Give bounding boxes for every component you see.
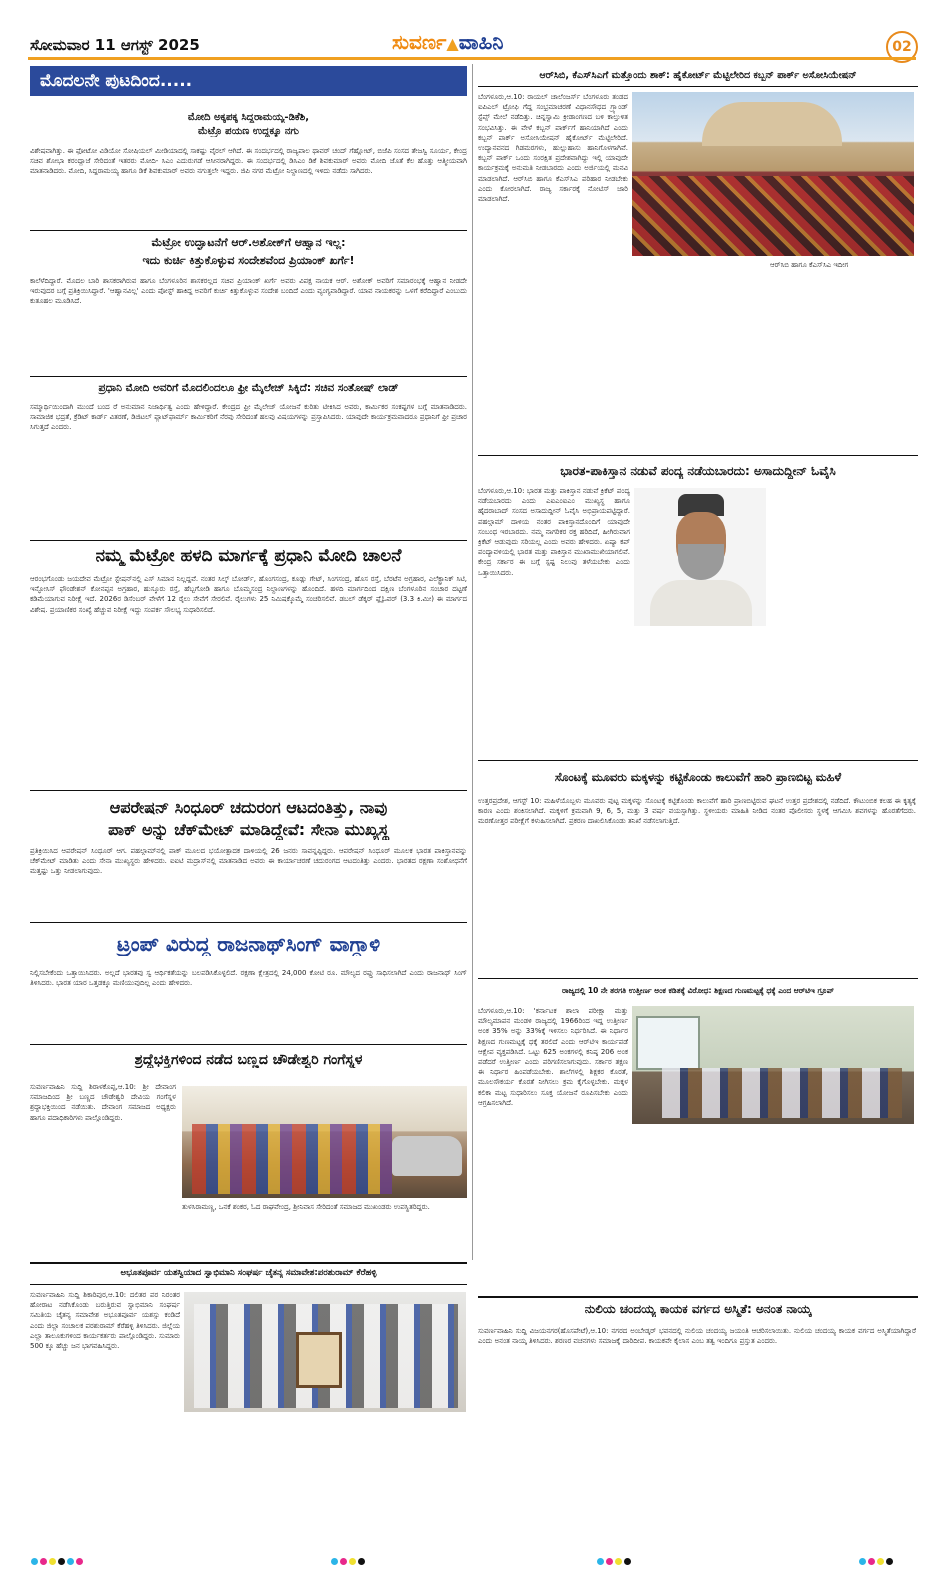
crowd-photo xyxy=(632,92,914,256)
a7-caption: ತುಳಸಿರಾಮಣ್ಣ, ಒನಕೆ ಶಂಕರ, ಓದ ರಾಘವೇಂದ್ರ, ಶ್ರೀನಿವಾಸ ಸೇರಿದಂತೆ ಸಮಾಜದ ಮುಖಂಡರು ಉಪಸ್ಥಿತರಿದ್ದರು. xyxy=(182,1203,430,1211)
b3-body: ಉತ್ತರಪ್ರದೇಶ, ಆಗಸ್ಟ್ 10: ಮಹಿಳೆಯೊಬ್ಬಳು ಮೂವರು ಪುಟ್ಟ ಮಕ್ಕಳನ್ನು ಸೊಂಟಕ್ಕೆ ಕಟ್ಟಿಕೊಂಡು ಕಾಲುವೆಗೆ ಹಾರಿ ಪ್ರಾಣಬಿಟ್ಟಿರುವ ಘಟನೆ ಉತ್ತರ ಪ್ರದೇಶದಲ್ಲಿ ನಡೆದಿದೆ. ಕೌಟುಂಬಿಕ ಕಲಹ ಈ ಕೃತ್ಯಕ್ಕೆ ಕಾರಣ ಎಂದು ಶಂಕಿಸಲಾಗಿದೆ. ಮಕ್ಕಳಿಗೆ ಕ್ರಮವಾಗಿ 9, 6, 5, ಮತ್ತು 3 ವರ್ಷ ವಯಸ್ಸಾಗಿತ್ತು. ಸ್ಥಳೀಯರು ಮಾಹಿತಿ ನೀಡಿದ ನಂತರ ಪೊಲೀಸರು ಸ್ಥಳಕ್ಕೆ ಆಗಮಿಸಿ ಶವಗಳನ್ನು ಹೊರತೆಗೆದರು. ಮರಣೋತ್ತರ ಪರೀಕ್ಷೆಗೆ ಕಳುಹಿಸಲಾಗಿದೆ. ಪ್ರಕರಣ ದಾಖಲಿಸಿಕೊಂಡು ತನಿಖೆ ನಡೆಸಲಾಗುತ್ತಿದೆ. xyxy=(478,797,916,826)
samavesha-photo xyxy=(184,1292,466,1412)
logo-right-text: ವಾಹಿನಿ xyxy=(458,30,504,54)
portrait-frame-shape xyxy=(296,1332,342,1388)
masthead-date: ಸೋಮವಾರ 11 ಆಗಸ್ಟ್ 2025 xyxy=(30,36,200,54)
a2-title-line2: ಇದು ಕುರ್ಚಿ ಕಿತ್ತುಕೊಳ್ಳುವ ಸಂದೇಶವೆಂದ ಪ್ರಿಯಾಂಕ್ ಖರ್ಗೆ! xyxy=(142,254,355,267)
b2-body-continued xyxy=(770,486,916,756)
masthead-logo xyxy=(392,30,503,54)
c2-title: ನುಲಿಯ ಚಂದಯ್ಯ ಕಾಯಕ ವರ್ಗದ ಅಸ್ಮಿತೆ: ಅನಂತ ನಾಯ್ಕ xyxy=(584,1302,812,1316)
a5-title-line2: ಪಾಕ್ ಅನ್ನು ಚೆಕ್‌ಮೇಟ್ ಮಾಡಿದ್ದೇವೆ: ಸೇನಾ ಮುಖ್ಯಸ್ಥ xyxy=(108,820,389,839)
festival-photo xyxy=(182,1086,467,1198)
reg-dot xyxy=(606,1558,613,1565)
divider xyxy=(30,1262,467,1264)
registration-marks-center-right xyxy=(596,1550,632,1569)
reg-dot xyxy=(58,1558,65,1565)
c2-body: ಸುವರ್ಣವಾಹಿನಿ ಸುದ್ದಿ ವಿಜಯನಗರ(ಹೊಸಪೇಟೆ),ಆ.10: ನಗರದ ಅಂಬೇಡ್ಕರ್ ಭವನದಲ್ಲಿ ನುಲಿಯ ಚಂದಯ್ಯ ಜಯಂತಿ ಆಚರಿಸಲಾಯಿತು. ನುಲಿಯ ಚಂದಯ್ಯ ಕಾಯಕ ವರ್ಗದ ಅಸ್ಮಿತೆಯಾಗಿದ್ದಾರೆ ಎಂದು ಅನಂತ ನಾಯ್ಕ ತಿಳಿಸಿದರು. ಶರಣರ ವಚನಗಳು ಸಮಾಜಕ್ಕೆ ದಾರಿದೀಪ. ಕಾಯಕವೇ ಕೈಲಾಸ ಎಂಬ ತತ್ವ ಇಂದಿಗೂ ಪ್ರಸ್ತುತ ಎಂದರು. xyxy=(478,1327,916,1346)
divider xyxy=(478,455,918,456)
registration-marks-left xyxy=(30,1550,84,1569)
festival-car-shape xyxy=(392,1136,462,1176)
reg-dot xyxy=(859,1558,866,1565)
divider xyxy=(478,978,918,979)
festival-crowd-shape xyxy=(192,1124,392,1194)
masthead-rule xyxy=(28,57,916,60)
a6-body: ನಿಲ್ಲಿಸಬೇಕೆಂದು ಒತ್ತಾಯಿಸಿದರು. ಅಲ್ಲದೆ ಭಾರತವು ಸ್ವ ಆರ್ಥಿಕತೆಯನ್ನು ಬಲಪಡಿಸಿಕೊಳ್ಳಲಿದೆ. ರಕ್ಷಣಾ ಕ್ಷೇತ್ರದಲ್ಲಿ 24,000 ಕೋಟಿ ರೂ. ಮೌಲ್ಯದ ರಫ್ತು ಸಾಧಿಸಲಾಗಿದೆ ಎಂದು ರಾಜನಾಥ್ ಸಿಂಗ್ ತಿಳಿಸಿದರು. ಭಾರತ ಯಾರ ಒತ್ತಡಕ್ಕೂ ಮಣಿಯುವುದಿಲ್ಲ ಎಂದು ಹೇಳಿದರು. xyxy=(30,969,467,988)
column-divider xyxy=(472,64,473,1260)
reg-dot xyxy=(597,1558,604,1565)
divider xyxy=(478,86,918,87)
owaisi-beard-shape xyxy=(678,544,724,580)
page-number: 02 xyxy=(892,39,912,55)
crowd-flags-shape xyxy=(632,176,914,256)
a2-title-line1: ಮೆಟ್ರೋ ಉದ್ಘಾಟನೆಗೆ ಆರ್.ಅಶೋಕ್‌ಗೆ ಆಹ್ವಾನ ಇಲ್ಲ: xyxy=(151,236,346,249)
b4-body: ಬೆಂಗಳೂರು,ಆ.10: 'ಕರ್ನಾಟಕ ಶಾಲಾ ಪರೀಕ್ಷಾ ಮತ್ತು ಮೌಲ್ಯಮಾಪನ ಮಂಡಳಿ ರಾಜ್ಯದಲ್ಲಿ 1966ರಿಂದ ಇದ್ದ ಉತ್ತೀರ್ಣ ಅಂಕ 35% ಅನ್ನು 33%ಕ್ಕೆ ಇಳಿಸಲು ನಿರ್ಧರಿಸಿದೆ. ಈ ನಿರ್ಧಾರ ಶಿಕ್ಷಣದ ಗುಣಮಟ್ಟಕ್ಕೆ ಧಕ್ಕೆ ತರಲಿದೆ ಎಂದು ಆರ್‌ಟಿಇ ಕಾರ್ಯಪಡೆ ಆಕ್ಷೇಪ ವ್ಯಕ್ತಪಡಿಸಿದೆ. ಒಟ್ಟು 625 ಅಂಕಗಳಲ್ಲಿ ಕನಿಷ್ಠ 206 ಅಂಕ ಪಡೆದರೆ ಉತ್ತೀರ್ಣ ಎಂದು ಪರಿಗಣಿಸಲಾಗುವುದು. ಸರ್ಕಾರ ತಕ್ಷಣ ಈ ನಿರ್ಧಾರ ಹಿಂಪಡೆಯಬೇಕು. ಶಾಲೆಗಳಲ್ಲಿ ಶಿಕ್ಷಕರ ಕೊರತೆ, ಮೂಲಸೌಕರ್ಯ ಕೊರತೆ ನೀಗಿಸಲು ಕ್ರಮ ಕೈಗೊಳ್ಳಬೇಕು. ಮಕ್ಕಳ ಕಲಿಕಾ ಮಟ್ಟ ಸುಧಾರಿಸಲು ಸೂಕ್ತ ಯೋಜನೆ ರೂಪಿಸಬೇಕು ಎಂದು ಆಗ್ರಹಿಸಲಾಗಿದೆ. xyxy=(478,1007,628,1107)
a1-title-line1: ಮೋದಿ ಅಕ್ಕಪಕ್ಕ ಸಿದ್ದರಾಮಯ್ಯ-ಡಿಕೆಶಿ, xyxy=(187,112,310,123)
divider xyxy=(30,1284,467,1285)
a6-title: ಟ್ರಂಪ್ ವಿರುದ್ಧ ರಾಜನಾಥ್‌ಸಿಂಗ್ ವಾಗ್ದಾಳಿ xyxy=(116,932,381,956)
divider xyxy=(478,1296,918,1298)
classroom-students-shape xyxy=(662,1068,902,1118)
logo-flame-icon: ▲ xyxy=(446,34,459,53)
b4-body-continued xyxy=(632,1130,914,1258)
a7-title: ಶ್ರದ್ಧೆಭಕ್ತಿಗಳಿಂದ ನಡೆದ ಬಣ್ಣದ ಚೌಡೇಶ್ವರಿ ಗಂಗೆಸ್ನಳ xyxy=(134,1052,363,1068)
reg-dot xyxy=(49,1558,56,1565)
divider xyxy=(30,540,467,541)
vidhana-soudha-shape xyxy=(702,102,842,146)
a2-body: ಕಾಲೆಳೆದಿದ್ದಾರೆ. ಮೊದಲ ಬಾರಿ ಶಾಸಕರಾಗಿರುವ ಹಾಗೂ ಬೆಂಗಳೂರಿನ ಶಾಸಕರಲ್ಲದ ಸಚಿವ ಪ್ರಿಯಾಂಕ್ ಖರ್ಗೆ ಅವರು ವಿಪಕ್ಷ ನಾಯಕ ಆರ್. ಅಶೋಕ್ ಅವರಿಗೆ ಸಮಾರಂಭಕ್ಕೆ ಆಹ್ವಾನ ನೀಡದೇ ಇರುವುದರ ಬಗ್ಗೆ ಪ್ರತಿಕ್ರಿಯಿಸಿದ್ದಾರೆ. 'ಆಹ್ವಾನವಿಲ್ಲ' ಎಂದು ಪೋಸ್ಟ್ ಹಾಕಿದ್ದ ಅವರಿಗೆ ಕುರ್ಚಿ ಕಿತ್ತುಕೊಳ್ಳುವ ಸಂದೇಶ ಬಂದಿದೆ ಎಂದು ವ್ಯಂಗ್ಯವಾಡಿದ್ದಾರೆ. ಯಾವ ನಾಯಕರನ್ನು ಒಳಗೆ ಕರೆದಿದ್ದಾರೆ ಎಂಬುದು ಕುತೂಹಲ ಮೂಡಿಸಿದೆ. xyxy=(30,277,467,306)
divider xyxy=(30,230,467,231)
reg-dot xyxy=(624,1558,631,1565)
owaisi-photo xyxy=(634,488,766,626)
reg-dot xyxy=(877,1558,884,1565)
b1-title: ಆರ್‌ಸಿಬಿ, ಕೆಎಸ್‌ಸಿಎಗೆ ಮತ್ತೊಂದು ಶಾಕ್: ಹೈಕೋರ್ಟ್ ಮೆಟ್ಟಿಲೇರಿದ ಕಬ್ಬನ್ ಪಾರ್ಕ್ ಅಸೋಸಿಯೇಷನ್ xyxy=(539,70,857,81)
front-section-label-text: ಮೊದಲನೇ ಪುಟದಿಂದ..... xyxy=(40,71,193,91)
divider xyxy=(478,760,918,761)
c1-body: ಸುವರ್ಣವಾಹಿನಿ ಸುದ್ದಿ ಶಿಕಾರಿಪುರ,ಆ.10: ದಲಿತರ ಪರ ನಿರಂತರ ಹೋರಾಟ ನಡೆಸಿಕೊಂಡು ಬರುತ್ತಿರುವ ಸ್ವಾಭಿಮಾನಿ ಸಂಘರ್ಷ ಸಮಿತಿಯ ಚೈತನ್ಯ ಸಮಾವೇಶ ಅಭೂತಪೂರ್ವ ಯಶಸ್ಸು ಕಂಡಿದೆ ಎಂದು ಜಿಲ್ಲಾ ಸಂಚಾಲಕ ಪರಶುರಾಮ್ ಕೆರೆಹಳ್ಳಿ ತಿಳಿಸಿದರು. ಜಿಲ್ಲೆಯ ಎಲ್ಲಾ ತಾಲೂಕುಗಳಿಂದ ಕಾರ್ಯಕರ್ತರು ಪಾಲ್ಗೊಂಡಿದ್ದರು. ಸುಮಾರು 500 ಕ್ಕೂ ಹೆಚ್ಚು ಜನ ಭಾಗವಹಿಸಿದ್ದರು. xyxy=(30,1291,180,1351)
a5-title-line1: ಆಪರೇಷನ್ ಸಿಂಧೂರ್ ಚದುರಂಗ ಆಟದಂತಿತ್ತು, ನಾವು xyxy=(109,798,388,817)
reg-dot xyxy=(331,1558,338,1565)
registration-marks-right xyxy=(858,1550,894,1569)
a7-body: ಸುವರ್ಣವಾಹಿನಿ ಸುದ್ದಿ ಶಿರಾಳಕೊಪ್ಪ,ಆ.10: ಶ್ರೀ ದೇವಾಂಗ ಸಮಾಜದಿಂದ ಶ್ರೀ ಬಣ್ಣದ ಚೌಡೇಶ್ವರಿ ದೇವಿಯ ಗಂಗೆಸ್ನಳ ಶ್ರದ್ಧಾಭಕ್ತಿಯಿಂದ ನಡೆಯಿತು. ದೇವಾಂಗ ಸಮಾಜದ ಅಧ್ಯಕ್ಷರು ಹಾಗೂ ಪದಾಧಿಕಾರಿಗಳು ಪಾಲ್ಗೊಂಡಿದ್ದರು. xyxy=(30,1083,176,1122)
b1-body: ಬೆಂಗಳೂರು,ಆ.10: ರಾಯಲ್ ಚಾಲೆಂಜರ್ಸ್ ಬೆಂಗಳೂರು ತಂಡದ ಐಪಿಎಲ್ ಟ್ರೋಫಿ ಗೆದ್ದ ಸಂಭ್ರಮಾಚರಣೆ ವಿಧಾನಸೌಧದ ಗ್ರ್ಯಾಂಡ್ ಸ್ಟೆಪ್ಸ್ ಮೇಲೆ ನಡೆದಿತ್ತು. ಚಿನ್ನಸ್ವಾಮಿ ಕ್ರೀಡಾಂಗಣದ ಬಳಿ ಕಾಲ್ತುಳಿತ ಸಂಭವಿಸಿತ್ತು. ಈ ವೇಳೆ ಕಬ್ಬನ್ ಪಾರ್ಕ್‌ಗೆ ಹಾನಿಯಾಗಿದೆ ಎಂದು ಕಬ್ಬನ್ ಪಾರ್ಕ್ ಅಸೋಸಿಯೇಷನ್ ಹೈಕೋರ್ಟ್ ಮೆಟ್ಟಿಲೇರಿದೆ. ಉದ್ಯಾನವನದ ಗಿಡಮರಗಳು, ಹುಲ್ಲುಹಾಸು ಹಾನಿಗೊಳಗಾಗಿವೆ. ಕಬ್ಬನ್ ಪಾರ್ಕ್ ಒಂದು ಸಂರಕ್ಷಿತ ಪ್ರದೇಶವಾಗಿದ್ದು ಇಲ್ಲಿ ಯಾವುದೇ ಕಾರ್ಯಕ್ರಮಕ್ಕೆ ಅನುಮತಿ ನೀಡಬಾರದು ಎಂದು ಅರ್ಜಿಯಲ್ಲಿ ಮನವಿ ಮಾಡಲಾಗಿದೆ. ಆರ್‌ಸಿಬಿ ಹಾಗೂ ಕೆಎಸ್‌ಸಿಎ ಪರಿಹಾರ ನೀಡಬೇಕು ಎಂದು ಕೋರಲಾಗಿದೆ. ರಾಜ್ಯ ಸರ್ಕಾರಕ್ಕೆ ನೋಟಿಸ್ ಜಾರಿ ಮಾಡಲಾಗಿದೆ. xyxy=(478,93,628,204)
divider xyxy=(30,790,467,791)
divider xyxy=(30,922,467,923)
a3-body: ಸಮ್ಮಾರ್ಥಿಯಿಂದಾಗಿ ಮುಂದೆ ಬಂದ ರೆ ಅನುಮಾನ ನಿಜಾರ್ಥಿತ್ವ ಎಂದು ಹೇಳಿದ್ದಾರೆ. ಕೇಂದ್ರದ ಫ್ರೀ ಮೈಲೇಜ್ ಯೋಜನೆ ಕುರಿತು ಟೀಕಿಸಿದ ಅವರು, ಕಾರ್ಮಿಕರ ಸಂಕಷ್ಟಗಳ ಬಗ್ಗೆ ಮಾತನಾಡಿದರು. ಸಾಮಾಜಿಕ ಭದ್ರತೆ, ಕ್ರೆಡಿಟ್ ಕಾರ್ಡ್ ವಿತರಣೆ, ಡಿಜಿಟಲ್ ಪ್ಲಾಟ್‌ಫಾರ್ಮ್ ಕಾರ್ಮಿಕರಿಗೆ ನೆರವು ಸೇರಿದಂತೆ ಹಲವು ವಿಷಯಗಳನ್ನು ಪ್ರಸ್ತಾಪಿಸಿದರು. ಯಾವುದೇ ಕಾರ್ಯಕ್ರಮವಾದರೂ ಪ್ರಧಾನಿಗೆ ಫ್ರೀ ಪ್ರಚಾರ ಸಿಗುತ್ತದೆ ಎಂದರು. xyxy=(30,403,467,432)
registration-marks-center xyxy=(330,1550,366,1569)
logo-left-text: ಸುವರ್ಣ xyxy=(392,30,447,54)
c1-body-continued xyxy=(184,1418,466,1540)
a5-body: ಪ್ರತಿಕ್ರಿಯಿಸಿದ ಆಪರೇಷನ್ ಸಿಂಧೂರ್ ಆಗ. ಪಹಲ್ಗಾಮ್‌ನಲ್ಲಿ ಪಾಕ್ ಮೂಲದ ಭಯೋತ್ಪಾದಕ ದಾಳಿಯಲ್ಲಿ 26 ಜನರು ಸಾವನ್ನಪ್ಪಿದ್ದರು. ಆಪರೇಷನ್ ಸಿಂಧೂರ್ ಮೂಲಕ ಭಾರತ ಪಾಕಿಸ್ತಾನವನ್ನು ಚೆಕ್‌ಮೇಟ್ ಮಾಡಿತು ಎಂದು ಸೇನಾ ಮುಖ್ಯಸ್ಥರು ಹೇಳಿದರು. ಐಐಟಿ ಮದ್ರಾಸ್‌ನಲ್ಲಿ ಮಾತನಾಡಿದ ಅವರು ಈ ಕಾರ್ಯಾಚರಣೆ ಚದುರಂಗದ ಆಟದಂತಿತ್ತು ಎಂದರು. ಭಾರತದ ರಕ್ಷಣಾ ಸಂಶೋಧನೆಗೆ ಮತ್ತಷ್ಟು ಒತ್ತು ನೀಡಲಾಗುವುದು. xyxy=(30,847,467,876)
reg-dot xyxy=(349,1558,356,1565)
reg-dot xyxy=(358,1558,365,1565)
front-section-label xyxy=(30,66,467,96)
b1-caption: ಆರ್‌ಸಿಬಿ ಹಾಗೂ ಕೆಎಸ್‌ಸಿಎ ಇದೀಗ xyxy=(770,261,849,269)
reg-dot xyxy=(40,1558,47,1565)
reg-dot xyxy=(76,1558,83,1565)
a3-title: ಪ್ರಧಾನಿ ಮೋದಿ ಅವರಿಗೆ ಮೊದಲಿಂದಲೂ ಫ್ರೀ ಮೈಲೇಜ್ ಸಿಕ್ಕಿದೆ: ಸಚಿವ ಸಂತೋಷ್ ಲಾಡ್ xyxy=(98,382,399,394)
divider xyxy=(30,376,467,377)
owaisi-coat-shape xyxy=(650,580,752,626)
reg-dot xyxy=(886,1558,893,1565)
a1-body: ವಿಶೇಷವಾಗಿತ್ತು. ಈ ಫೋಟೋ ವಿಡಿಯೋ ಸೋಷಿಯಲ್ ಮೀಡಿಯಾದಲ್ಲಿ ಸಾಕಷ್ಟು ವೈರಲ್ ಆಗಿದೆ. ಈ ಸಂದರ್ಭದಲ್ಲಿ ರಾಜ್ಯಪಾಲ ಥಾವರ್ ಚಂದ್ ಗೆಹ್ಲೋಟ್, ಬಿಜೆಪಿ ಸಂಸದ ತೇಜಸ್ವಿ ಸೂರ್ಯ, ಕೇಂದ್ರ ಸಚಿವ ಶೋಭಾ ಕರಂದ್ಲಾಜೆ ಸೇರಿದಂತೆ ಇತರರು ಮೋದಿ- ಸಿಎಂ ಎದುರುಗಡೆ ಆಸೀನರಾಗಿದ್ದರು. ಈ ಸಂದರ್ಭದಲ್ಲಿ ಡಿಸಿಎಂ ಡಿಕೆ ಶಿವಕುಮಾರ್ ಅವರು ಮೋದಿ ಜೊತೆ ಕೆಲ ಹೊತ್ತು ಆತ್ಮೀಯವಾಗಿ ಮಾತನಾಡಿದರು. ಮೋದಿ, ಸಿದ್ದರಾಮಯ್ಯ ಹಾಗೂ ಡಿಕೆ ಶಿವಕುಮಾರ್ ಅವರು ನಗುತ್ತಲೇ ಇದ್ದರು. ಜಿಪಿ ನಗರ ಮೆಟ್ರೋ ನಿಲ್ದಾಣದಲ್ಲಿ ಇಳಿದು ನಡೆದು ಸಾಗಿದರು. xyxy=(30,147,467,176)
a4-title: ನಮ್ಮ ಮೆಟ್ರೋ ಹಳದಿ ಮಾರ್ಗಕ್ಕೆ ಪ್ರಧಾನಿ ಮೋದಿ ಚಾಲನೆ xyxy=(95,546,402,566)
divider xyxy=(30,1044,467,1045)
classroom-window-shape xyxy=(636,1016,700,1070)
c1-title: ಅಭೂತಪೂರ್ವ ಯಶಸ್ವಿಯಾದ ಸ್ವಾಭಿಮಾನಿ ಸಂಘರ್ಷ ಚೈತನ್ಯ ಸಮಾವೇಶ:ಪರಶುರಾಮ್ ಕೆರೆಹಳ್ಳಿ xyxy=(120,1268,377,1278)
a1-title-line2: ಮೆಟ್ರೊ ಪಯಣ ಉದ್ದಕ್ಕೂ ನಗು xyxy=(198,126,299,137)
b2-body: ಬೆಂಗಳೂರು,ಆ.10: ಭಾರತ ಮತ್ತು ಪಾಕಿಸ್ತಾನ ನಡುವೆ ಕ್ರಿಕೆಟ್ ಪಂದ್ಯ ನಡೆಯಬಾರದು ಎಂದು ಎಐಎಂಐಎಂ ಮುಖ್ಯಸ್ಥ ಹಾಗೂ ಹೈದರಾಬಾದ್ ಸಂಸದ ಅಸಾದುದ್ದೀನ್ ಓವೈಸಿ ಅಭಿಪ್ರಾಯಪಟ್ಟಿದ್ದಾರೆ. ಪಹಲ್ಗಾಮ್ ದಾಳಿಯ ನಂತರ ಪಾಕಿಸ್ತಾನದೊಂದಿಗೆ ಯಾವುದೇ ಸಂಬಂಧ ಇರಬಾರದು. ನಮ್ಮ ನಾಗರಿಕರ ರಕ್ತ ಹರಿದಿದೆ, ಹೀಗಿರುವಾಗ ಕ್ರಿಕೆಟ್ ಆಡುವುದು ಸರಿಯಲ್ಲ ಎಂದು ಅವರು ಹೇಳಿದರು. ಏಷ್ಯಾ ಕಪ್ ಪಂದ್ಯಾವಳಿಯಲ್ಲಿ ಭಾರತ ಮತ್ತು ಪಾಕಿಸ್ತಾನ ಮುಖಾಮುಖಿಯಾಗಲಿವೆ. ಕೇಂದ್ರ ಸರ್ಕಾರ ಈ ಬಗ್ಗೆ ಸ್ಪಷ್ಟ ನಿಲುವು ತಳೆಯಬೇಕು ಎಂದು ಒತ್ತಾಯಿಸಿದರು. xyxy=(478,487,630,577)
reg-dot xyxy=(340,1558,347,1565)
b2-title: ಭಾರತ-ಪಾಕಿಸ್ತಾನ ನಡುವೆ ಪಂದ್ಯ ನಡೆಯಬಾರದು: ಅಸಾದುದ್ದೀನ್ ಓವೈಸಿ xyxy=(560,464,836,478)
a4-body: ಆರಂಭಗೊಂಡು ಜಯದೇವ ಮೆಟ್ರೋ ಸ್ಟೇಷನ್‌ನಲ್ಲಿ ಎಸ್ ಸಿಮಾನ ನಿಲ್ಲದ್ದವೆ. ನಂತರ ಸಿಲ್ಕ್ ಬೋರ್ಡ್, ಹೊಂಗಸಂದ್ರ, ಕೂಡ್ಲು ಗೇಟ್, ಸಿಂಗಸಂದ್ರ, ಹೊಸ ರಸ್ತೆ, ಬೆರಟೆನ ಅಗ್ರಹಾರ, ಎಲೆಕ್ಟ್ರಾನಿಕ್ ಸಿಟಿ, ಇನ್ಫೋಸಿಸ್ ಫೌಂಡೇಶನ್ ಕೋನಪ್ಪನ ಅಗ್ರಹಾರ, ಹುಸ್ಕೂರು ರಸ್ತೆ, ಹೆಬ್ಬಗೋಡಿ ಹಾಗೂ ಬೊಮ್ಮಸಂದ್ರ ನಿಲ್ದಾಣಗಳನ್ನು ಹೊಂದಿದೆ. ಹಳದಿ ಮಾರ್ಗದಿಂದ ದಕ್ಷಿಣ ಬೆಂಗಳೂರಿನ ಸಂಚಾರ ದಟ್ಟಣೆ ಕಡಿಮೆಯಾಗುವ ನಿರೀಕ್ಷೆ ಇದೆ. 2026ರ ಡಿಸೆಂಬರ್ ವೇಳೆಗೆ 12 ರೈಲು ಸೇವೆಗೆ ಸೇರಲಿವೆ. ರೈಲುಗಳು 25 ನಿಮಿಷಕ್ಕೊಮ್ಮೆ ಸಂಚರಿಸಲಿವೆ. ಡಬಲ್ ಡೆಕ್ಕರ್ ಫ್ಲೈಓವರ್ (3.3 ಕಿ.ಮೀ) ಈ ಮಾರ್ಗದ ವಿಶೇಷ. ಪ್ರಯಾಣಿಕರ ಸಂಖ್ಯೆ ಹೆಚ್ಚುವ ನಿರೀಕ್ಷೆ ಇದ್ದು ಸಂಪರ್ಕ ಸೌಲಭ್ಯ ಸುಧಾರಿಸಲಿದೆ. xyxy=(30,575,467,614)
reg-dot xyxy=(615,1558,622,1565)
b3-title: ಸೊಂಟಕ್ಕೆ ಮೂವರು ಮಕ್ಕಳನ್ನು ಕಟ್ಟಿಕೊಂಡು ಕಾಲುವೆಗೆ ಹಾರಿ ಪ್ರಾಣಬಿಟ್ಟ ಮಹಿಳೆ xyxy=(554,770,842,784)
reg-dot xyxy=(31,1558,38,1565)
reg-dot xyxy=(868,1558,875,1565)
b4-title: ರಾಜ್ಯದಲ್ಲಿ 10 ನೇ ತರಗತಿ ಉತ್ತೀರ್ಣ ಅಂಕ ಕಡಿತಕ್ಕೆ ವಿರೋಧ: ಶಿಕ್ಷಣದ ಗುಣಮಟ್ಟಕ್ಕೆ ಧಕ್ಕೆ ಎಂದ ಆರ್‌ಟಿಇ ಗ್ರೂಪ್ xyxy=(562,986,834,995)
reg-dot xyxy=(67,1558,74,1565)
masthead xyxy=(0,0,945,62)
classroom-photo xyxy=(632,1006,914,1124)
